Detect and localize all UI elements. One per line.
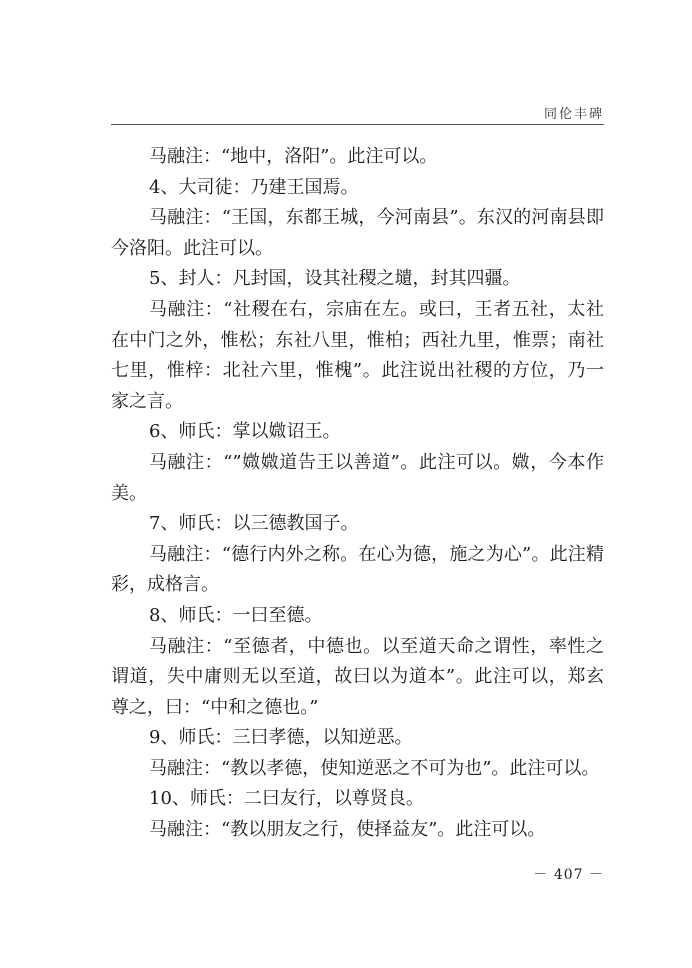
- paragraph: 9、师氏：三曰孝德，以知逆恶。: [149, 727, 413, 749]
- page-body: [111, 142, 604, 846]
- paragraph: 马融注：“至德者，中德也。以至道天命之谓性，率性之谓道，失中庸则无以至道，故曰以为道本”。此注可以，郑玄尊之，曰：“中和之德也。”: [111, 635, 604, 718]
- page-number: － 407 －: [533, 867, 604, 883]
- paragraph: 马融注：“教以孝德，使知逆恶之不可为也”。此注可以。: [149, 757, 600, 779]
- paragraph: 10、师氏：二曰友行，以尊贤良。: [149, 788, 424, 810]
- running-head: 同伦丰碑: [543, 107, 604, 122]
- paragraph: 7、师氏：以三德教国子。: [149, 513, 359, 535]
- paragraph: 4、大司徒：乃建王国焉。: [149, 176, 359, 198]
- paragraph: 5、封人：凡封国，设其社稷之壝，封其四疆。: [149, 268, 521, 290]
- paragraph: 马融注：“社稷在右，宗庙在左。或曰，王者五社，太社在中门之外，惟松；东社八里，惟柏；西社九里，惟票；南社七里，惟梓：北社六里，惟槐”。此注说出社稷的方位，乃一家之言。: [111, 298, 604, 412]
- paragraph: 马融注：“德行内外之称。在心为德，施之为心”。此注精彩，成格言。: [111, 543, 604, 596]
- paragraph: 马融注：“王国，东都王城，今河南县”。东汉的河南县即今洛阳。此注可以。: [111, 207, 604, 259]
- paragraph: 马融注：“”媺媺道告王以善道”。此注可以。媺，今本作美。: [111, 451, 604, 504]
- paragraph: 8、师氏：一曰至德。: [149, 604, 323, 626]
- paragraph: 马融注：“教以朋友之行，使择益友”。此注可以。: [149, 819, 546, 841]
- paragraph: 6、师氏：掌以媺诏王。: [149, 421, 341, 443]
- paragraph: 马融注：“地中，洛阳”。此注可以。: [149, 146, 438, 167]
- header-rule: [111, 124, 604, 125]
